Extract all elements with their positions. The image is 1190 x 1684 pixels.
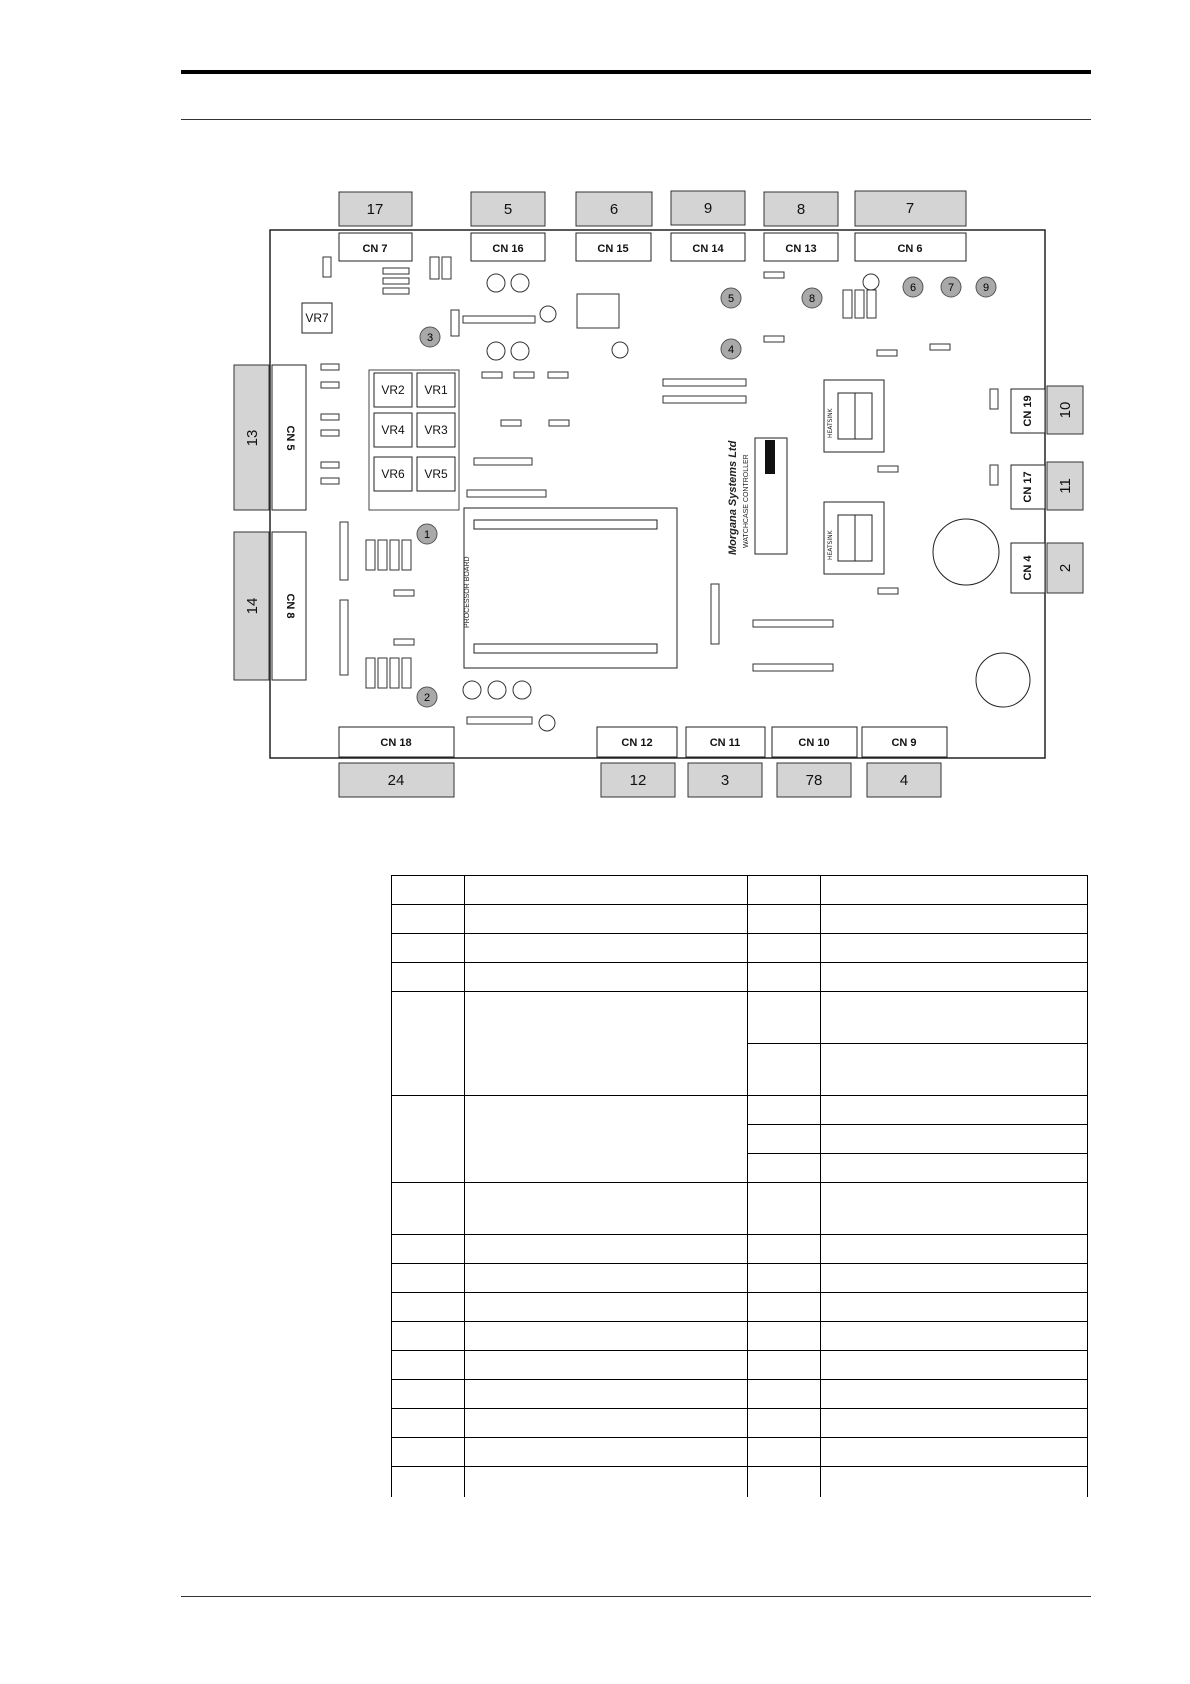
- header-strip: [663, 396, 746, 403]
- label-left-2: 14: [244, 597, 261, 615]
- label-top-4: 9: [703, 200, 713, 217]
- resistor: [394, 590, 414, 596]
- resistor: [383, 278, 409, 284]
- header-strip: [463, 316, 535, 323]
- resistor: [549, 420, 569, 426]
- table-row: [392, 992, 1088, 1044]
- resistor: [383, 288, 409, 294]
- pot-vr7-label: VR7: [305, 311, 329, 325]
- pot-vr5-label: VR5: [424, 467, 448, 481]
- capacitor-small: [539, 715, 555, 731]
- resistor: [378, 658, 387, 688]
- board-figure: [0, 0, 1190, 820]
- connector-cn4-label: CN 4: [1022, 555, 1034, 581]
- right-labels: [1047, 386, 1083, 593]
- connector-cn12-label: CN 12: [621, 737, 653, 749]
- resistor: [394, 639, 414, 645]
- connector-cn17-label: CN 17: [1022, 471, 1034, 503]
- led-marker-5-label: 5: [727, 293, 735, 305]
- capacitor-small: [513, 681, 531, 699]
- capacitor-small: [511, 342, 529, 360]
- connector-cn8-label: CN 8: [284, 593, 296, 619]
- processor-board: [464, 508, 677, 668]
- resistor: [321, 382, 339, 388]
- top-labels: [339, 191, 966, 226]
- resistor: [390, 540, 399, 570]
- resistor: [430, 257, 439, 279]
- label-top-1: 17: [366, 201, 384, 218]
- label-bottom-3: 3: [720, 772, 730, 789]
- header-strip: [711, 584, 719, 644]
- connector-cn9-label: CN 9: [891, 737, 917, 749]
- resistor: [548, 372, 568, 378]
- table-row: [392, 1322, 1088, 1351]
- resistor: [442, 257, 451, 279]
- connector-cn13-label: CN 13: [785, 243, 817, 255]
- bottom-labels: [339, 763, 941, 797]
- resistor: [764, 272, 784, 278]
- connector-cn19-label: CN 19: [1022, 395, 1034, 427]
- connector-cn16-label: CN 16: [492, 243, 524, 255]
- table-row: [392, 1264, 1088, 1293]
- resistor: [321, 414, 339, 420]
- resistor: [378, 540, 387, 570]
- resistor: [321, 478, 339, 484]
- header-strip: [753, 620, 833, 627]
- header-strip: [663, 379, 746, 386]
- table-row: [392, 1351, 1088, 1380]
- connector-cn14-label: CN 14: [692, 243, 724, 255]
- resistor: [482, 372, 502, 378]
- led-marker-6-label: 6: [909, 282, 917, 294]
- serial-label-dark: [765, 440, 775, 474]
- resistor: [877, 350, 897, 356]
- led-marker-4-label: 4: [727, 344, 735, 356]
- capacitor-small: [863, 274, 879, 290]
- resistor: [990, 389, 998, 409]
- resistor: [402, 658, 411, 688]
- capacitor-large-lower: [976, 653, 1030, 707]
- table-row: [392, 905, 1088, 934]
- header-strip: [467, 717, 532, 724]
- table-row: [392, 876, 1088, 905]
- resistor: [843, 290, 852, 318]
- connector-cn5-label: CN 5: [284, 425, 296, 451]
- header-strip: [340, 600, 348, 675]
- label-bottom-2: 12: [629, 772, 647, 789]
- led-marker-1-label: 1: [423, 529, 431, 541]
- resistor: [451, 310, 459, 336]
- connector-cn10-label: CN 10: [798, 737, 830, 749]
- label-bottom-1: 24: [387, 772, 405, 789]
- capacitor-small: [511, 274, 529, 292]
- table-row: [392, 1380, 1088, 1409]
- led-marker-7-label: 7: [947, 282, 955, 294]
- resistor: [878, 466, 898, 472]
- label-top-5: 8: [796, 201, 806, 218]
- capacitor-large-upper: [933, 519, 999, 585]
- resistor: [390, 658, 399, 688]
- heatsink-upper-label: HEATSINK: [827, 408, 834, 438]
- resistor: [878, 588, 898, 594]
- table-row: [392, 934, 1088, 963]
- capacitor-small: [612, 342, 628, 358]
- resistor: [383, 268, 409, 274]
- connector-cn18-label: CN 18: [380, 737, 412, 749]
- bottom-connectors: [339, 727, 947, 757]
- resistor: [321, 364, 339, 370]
- table-row: [392, 1293, 1088, 1322]
- resistor: [501, 420, 521, 426]
- header-strip: [340, 522, 348, 580]
- led-marker-2-label: 2: [423, 692, 431, 704]
- connector-cn15-label: CN 15: [597, 243, 629, 255]
- resistor: [321, 430, 339, 436]
- resistor: [366, 540, 375, 570]
- resistor: [764, 336, 784, 342]
- footer-rule: [181, 1596, 1091, 1597]
- ic-square: [577, 294, 619, 328]
- connector-cn6-label: CN 6: [897, 243, 923, 255]
- capacitor-small: [487, 274, 505, 292]
- spec-table: [391, 875, 1088, 1497]
- label-bottom-4: 78: [805, 772, 823, 789]
- resistor: [514, 372, 534, 378]
- table-row: [392, 1467, 1088, 1498]
- pot-vr6-label: VR6: [381, 467, 405, 481]
- header-strip: [474, 458, 532, 465]
- resistor: [867, 290, 876, 318]
- pot-vr1-label: VR1: [424, 383, 448, 397]
- company-info: [727, 438, 787, 555]
- table-row: [392, 1096, 1088, 1125]
- label-left-1: 13: [244, 429, 261, 447]
- left-labels: [234, 365, 269, 680]
- resistor: [855, 290, 864, 318]
- table-row: [392, 1235, 1088, 1264]
- processor-header-top: [474, 520, 657, 529]
- capacitor-small: [463, 681, 481, 699]
- pot-vr4-label: VR4: [381, 423, 405, 437]
- right-connectors: [1011, 389, 1045, 593]
- connector-cn7-label: CN 7: [362, 243, 388, 255]
- led-marker-3-label: 3: [426, 332, 434, 344]
- table-row: [392, 1438, 1088, 1467]
- resistor: [323, 257, 331, 277]
- label-right-2: 11: [1057, 478, 1074, 494]
- company-name: Morgana Systems Ltd: [727, 440, 739, 555]
- table-row: [392, 1183, 1088, 1235]
- pot-vr3-label: VR3: [424, 423, 448, 437]
- led-marker-9-label: 9: [982, 282, 990, 294]
- header-strip: [753, 664, 833, 671]
- board-diagram: [0, 0, 1190, 820]
- led-marker-8-label: 8: [808, 293, 816, 305]
- processor-board-label: PROCESSOR BOARD: [464, 556, 471, 628]
- label-top-3: 6: [609, 201, 619, 218]
- table-row: [392, 1409, 1088, 1438]
- label-top-2: 5: [503, 201, 513, 218]
- resistor: [930, 344, 950, 350]
- capacitor-small: [540, 306, 556, 322]
- heatsink-lower-label: HEATSINK: [827, 530, 834, 560]
- resistor: [402, 540, 411, 570]
- label-top-6: 7: [905, 200, 915, 217]
- label-bottom-5: 4: [899, 772, 909, 789]
- resistor: [321, 462, 339, 468]
- capacitor-small: [487, 342, 505, 360]
- label-right-3: 2: [1057, 563, 1074, 573]
- connector-cn11-label: CN 11: [709, 737, 741, 749]
- table-row: [392, 963, 1088, 992]
- product-name: WATCHCASE CONTROLLER: [743, 454, 750, 548]
- pot-vr2-label: VR2: [381, 383, 405, 397]
- processor-header-bottom: [474, 644, 657, 653]
- header-strip: [467, 490, 546, 497]
- label-right-1: 10: [1057, 401, 1074, 419]
- resistor: [366, 658, 375, 688]
- resistor: [990, 465, 998, 485]
- capacitor-small: [488, 681, 506, 699]
